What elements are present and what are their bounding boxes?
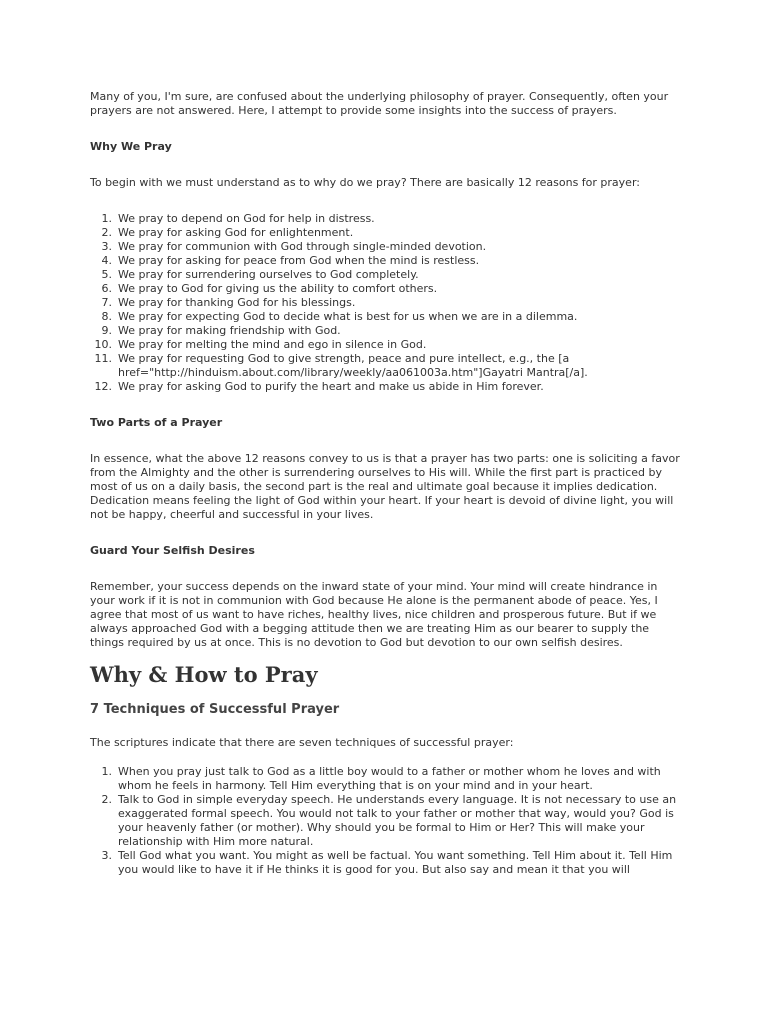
list-number: 12. <box>94 380 112 393</box>
list-number: 11. <box>94 352 112 365</box>
list-number: 7. <box>101 296 112 309</box>
techniques-lead: The scriptures indicate that there are seven techniques of successful prayer: <box>90 736 514 749</box>
intro-paragraph: Many of you, I'm sure, are confused about the underlying philosophy of prayer. Consequently, often your prayers are not answered. Here, I attempt to provide some insights into the success of prayers. <box>90 90 669 117</box>
list-number: 1. <box>101 765 112 778</box>
list-item <box>90 296 682 310</box>
list-number: 3. <box>101 240 112 253</box>
list-item <box>90 310 682 324</box>
document-body <box>90 90 682 877</box>
list-item-text: We pray for asking for peace from God when the mind is restless. <box>118 254 480 267</box>
techniques-list <box>90 765 682 877</box>
list-number: 2. <box>101 226 112 239</box>
list-item-text: We pray for expecting God to decide what is best for us when we are in a dilemma. <box>118 310 578 323</box>
heading-why-we-pray: Why We Pray <box>90 140 172 153</box>
list-item <box>90 282 682 296</box>
list-item <box>90 240 682 254</box>
list-item-text: We pray for thanking God for his blessings. <box>118 296 356 309</box>
two-parts-paragraph: In essence, what the above 12 reasons convey to us is that a prayer has two parts: one is soliciting a favor from the Almighty and the other is surrendering ourselves to His will. While the first part is practiced by most of us on a daily basis, the second part is the real and ultimate goal because it implies dedication. Dedication means feeling the light of God within your heart. If your heart is devoid of divine light, you will not be happy, cheerful and successful in your lives. <box>90 452 680 521</box>
list-number: 8. <box>101 310 112 323</box>
why-we-pray-lead: To begin with we must understand as to why do we pray? There are basically 12 reasons for prayer: <box>90 176 640 189</box>
list-item-text: We pray for surrendering ourselves to God completely. <box>118 268 419 281</box>
list-item <box>90 793 682 849</box>
list-item <box>90 849 682 877</box>
list-number: 9. <box>101 324 112 337</box>
list-item-text: When you pray just talk to God as a little boy would to a father or mother whom he loves and with whom he feels in harmony. Tell Him everything that is on your mind and in your heart. <box>118 765 661 792</box>
reasons-list <box>90 212 682 394</box>
list-item <box>90 352 682 380</box>
list-number: 5. <box>101 268 112 281</box>
guard-desires-paragraph: Remember, your success depends on the inward state of your mind. Your mind will create hindrance in your work if it is not in communion with God because He alone is the permanent abode of peace. Yes, I agree that most of us want to have riches, healthy lives, nice children and prosperous future. But if we always approached God with a begging attitude then we are treating Him as our bearer to supply the things required by us at once. This is no devotion to God but devotion to our own selfish desires. <box>90 580 658 649</box>
list-item-text: Talk to God in simple everyday speech. He understands every language. It is not necessary to use an exaggerated formal speech. You would not talk to your father or mother that way, would you? God is your heavenly father (or mother). Why should you be formal to Him or Her? This will make your relationship with Him more natural. <box>118 793 677 848</box>
list-number: 6. <box>101 282 112 295</box>
list-item-text: We pray for requesting God to give strength, peace and pure intellect, e.g., the [a href="http://hinduism.about.com/library/weekly/aa061003a.htm"]Gayatri Mantra[/a]. <box>118 352 588 379</box>
list-item <box>90 212 682 226</box>
list-item <box>90 380 682 394</box>
list-item <box>90 338 682 352</box>
list-item-text: We pray to depend on God for help in distress. <box>118 212 375 225</box>
list-number: 2. <box>101 793 112 806</box>
main-title: Why & How to Pray <box>90 662 318 687</box>
heading-guard-desires: Guard Your Selfish Desires <box>90 544 255 557</box>
list-number: 3. <box>101 849 112 862</box>
list-item-text: We pray for melting the mind and ego in silence in God. <box>118 338 427 351</box>
list-number: 4. <box>101 254 112 267</box>
list-item-text: We pray for communion with God through single-minded devotion. <box>118 240 487 253</box>
heading-two-parts: Two Parts of a Prayer <box>90 416 223 429</box>
list-item <box>90 226 682 240</box>
list-number: 1. <box>101 212 112 225</box>
list-number: 10. <box>94 338 112 351</box>
list-item <box>90 254 682 268</box>
heading-techniques: 7 Techniques of Successful Prayer <box>90 702 340 717</box>
list-item-text: We pray for asking God to purify the heart and make us abide in Him forever. <box>118 380 544 393</box>
list-item <box>90 268 682 282</box>
list-item-text: We pray for asking God for enlightenment. <box>118 226 354 239</box>
list-item-text: We pray for making friendship with God. <box>118 324 341 337</box>
list-item-text: Tell God what you want. You might as well be factual. You want something. Tell Him about it. Tell Him you would like to have it if He thinks it is good for you. But also say and mean it that you will <box>118 849 673 876</box>
list-item <box>90 765 682 793</box>
list-item <box>90 324 682 338</box>
list-item-text: We pray to God for giving us the ability to comfort others. <box>118 282 438 295</box>
